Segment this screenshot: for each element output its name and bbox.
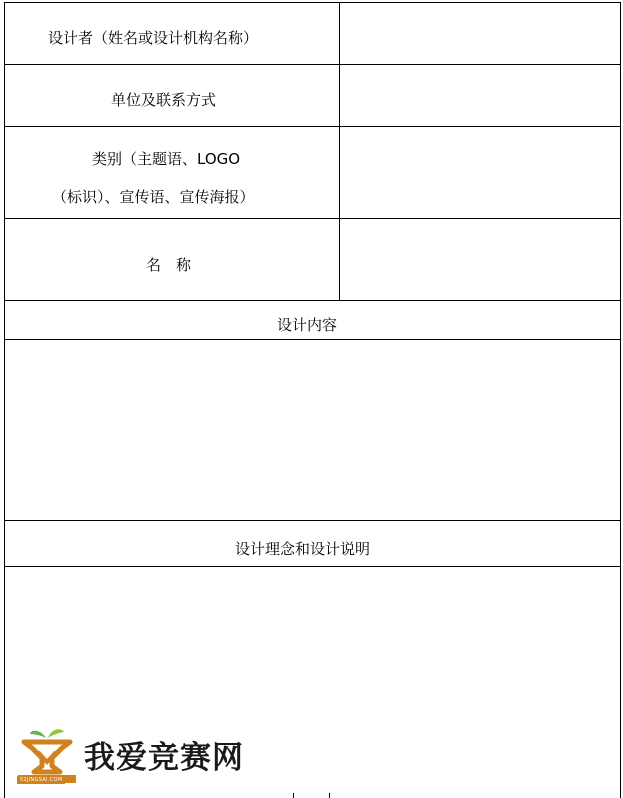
design-content-area[interactable]: [5, 340, 620, 520]
table-right-border: [620, 2, 621, 798]
category-label-line1: 类别（主题语、LOGO: [92, 150, 241, 168]
designer-input[interactable]: [340, 3, 620, 64]
row-divider-4: [4, 300, 621, 301]
design-concept-header: 设计理念和设计说明: [235, 540, 371, 558]
site-url-text: 52JINGSAI.COM: [17, 776, 65, 784]
unit-contact-input[interactable]: [340, 65, 620, 126]
design-content-header: 设计内容: [277, 316, 338, 334]
category-input[interactable]: [340, 127, 620, 218]
name-input[interactable]: [340, 219, 620, 300]
site-name-text: 我爱竞赛网: [84, 740, 244, 776]
row-divider-6: [4, 520, 621, 521]
designer-label: 设计者（姓名或设计机构名称）: [48, 29, 259, 47]
bottom-tick-left: [293, 793, 294, 798]
category-label-line2: （标识）、宣传语、宣传海报）: [52, 188, 255, 206]
bottom-tick-right: [329, 793, 330, 798]
unit-contact-label: 单位及联系方式: [111, 91, 217, 109]
name-label: 名 称: [146, 256, 192, 274]
